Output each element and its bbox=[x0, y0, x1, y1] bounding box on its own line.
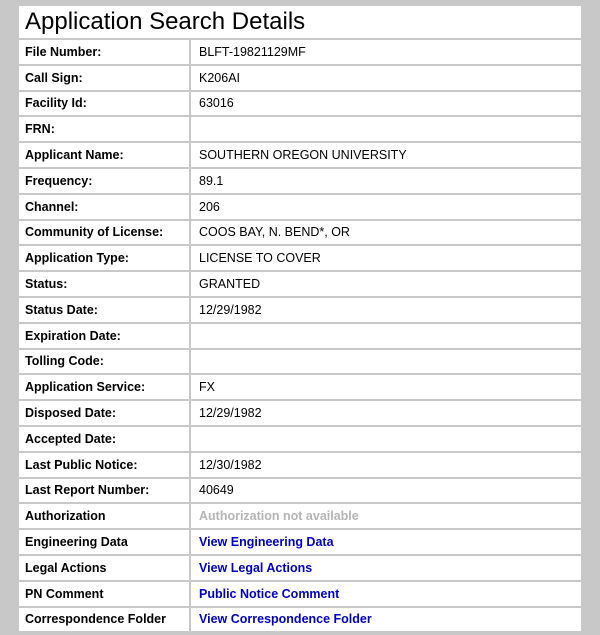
field-label: Applicant Name: bbox=[19, 142, 190, 168]
table-row bbox=[19, 581, 581, 607]
field-label: Disposed Date: bbox=[19, 400, 190, 426]
field-label: Frequency: bbox=[19, 168, 190, 194]
public-notice-comment-link[interactable]: Public Notice Comment bbox=[199, 586, 340, 601]
details-table bbox=[19, 40, 581, 633]
authorization-cell bbox=[190, 503, 581, 529]
table-row bbox=[19, 91, 581, 117]
file-number-value: BLFT-19821129MF bbox=[190, 40, 581, 65]
table-row bbox=[19, 374, 581, 400]
table-row bbox=[19, 555, 581, 581]
disposed-date-value: 12/29/1982 bbox=[190, 400, 581, 426]
table-row bbox=[19, 40, 581, 65]
field-label: Application Service: bbox=[19, 374, 190, 400]
details-panel bbox=[19, 6, 581, 633]
status-value: GRANTED bbox=[190, 271, 581, 297]
view-legal-actions-link[interactable]: View Legal Actions bbox=[199, 560, 313, 575]
table-row bbox=[19, 607, 581, 633]
table-row bbox=[19, 168, 581, 194]
application-type-value: LICENSE TO COVER bbox=[190, 245, 581, 271]
field-label: Last Public Notice: bbox=[19, 452, 190, 478]
field-label: Application Type: bbox=[19, 245, 190, 271]
facility-id-value: 63016 bbox=[190, 91, 581, 117]
field-label: Channel: bbox=[19, 194, 190, 220]
table-row bbox=[19, 529, 581, 555]
legal-actions-label: Legal Actions bbox=[19, 555, 190, 581]
field-label: Call Sign: bbox=[19, 65, 190, 91]
field-label: Status Date: bbox=[19, 297, 190, 323]
table-row bbox=[19, 478, 581, 504]
frequency-value: 89.1 bbox=[190, 168, 581, 194]
table-row bbox=[19, 220, 581, 246]
field-label: Status: bbox=[19, 271, 190, 297]
legal-actions-cell bbox=[190, 555, 581, 581]
table-row bbox=[19, 194, 581, 220]
applicant-name-value: SOUTHERN OREGON UNIVERSITY bbox=[190, 142, 581, 168]
table-row bbox=[19, 245, 581, 271]
table-row bbox=[19, 349, 581, 375]
channel-value: 206 bbox=[190, 194, 581, 220]
correspondence-folder-cell bbox=[190, 607, 581, 633]
accepted-date-value bbox=[190, 426, 581, 452]
engineering-data-label: Engineering Data bbox=[19, 529, 190, 555]
application-service-value: FX bbox=[190, 374, 581, 400]
status-date-value: 12/29/1982 bbox=[190, 297, 581, 323]
pn-comment-cell bbox=[190, 581, 581, 607]
field-label: Last Report Number: bbox=[19, 478, 190, 504]
authorization-unavailable-text: Authorization not available bbox=[199, 509, 359, 524]
field-label: File Number: bbox=[19, 40, 190, 65]
table-row bbox=[19, 142, 581, 168]
field-label: Facility Id: bbox=[19, 91, 190, 117]
table-row bbox=[19, 271, 581, 297]
table-row bbox=[19, 297, 581, 323]
last-public-notice-value: 12/30/1982 bbox=[190, 452, 581, 478]
correspondence-folder-label: Correspondence Folder bbox=[19, 607, 190, 633]
field-label: Community of License: bbox=[19, 220, 190, 246]
table-row bbox=[19, 503, 581, 529]
engineering-data-cell bbox=[190, 529, 581, 555]
table-row bbox=[19, 116, 581, 142]
field-label: Expiration Date: bbox=[19, 323, 190, 349]
frn-value bbox=[190, 116, 581, 142]
community-of-license-value: COOS BAY, N. BEND*, OR bbox=[190, 220, 581, 246]
view-correspondence-folder-link[interactable]: View Correspondence Folder bbox=[199, 612, 372, 627]
table-row bbox=[19, 452, 581, 478]
table-row bbox=[19, 323, 581, 349]
field-label: Accepted Date: bbox=[19, 426, 190, 452]
page-title: Application Search Details bbox=[19, 6, 581, 40]
expiration-date-value bbox=[190, 323, 581, 349]
pn-comment-label: PN Comment bbox=[19, 581, 190, 607]
table-row bbox=[19, 426, 581, 452]
view-engineering-data-link[interactable]: View Engineering Data bbox=[199, 535, 334, 550]
last-report-number-value: 40649 bbox=[190, 478, 581, 504]
table-row bbox=[19, 65, 581, 91]
field-label: FRN: bbox=[19, 116, 190, 142]
call-sign-value: K206AI bbox=[190, 65, 581, 91]
field-label: Tolling Code: bbox=[19, 349, 190, 375]
authorization-label: Authorization bbox=[19, 503, 190, 529]
tolling-code-value bbox=[190, 349, 581, 375]
table-row bbox=[19, 400, 581, 426]
